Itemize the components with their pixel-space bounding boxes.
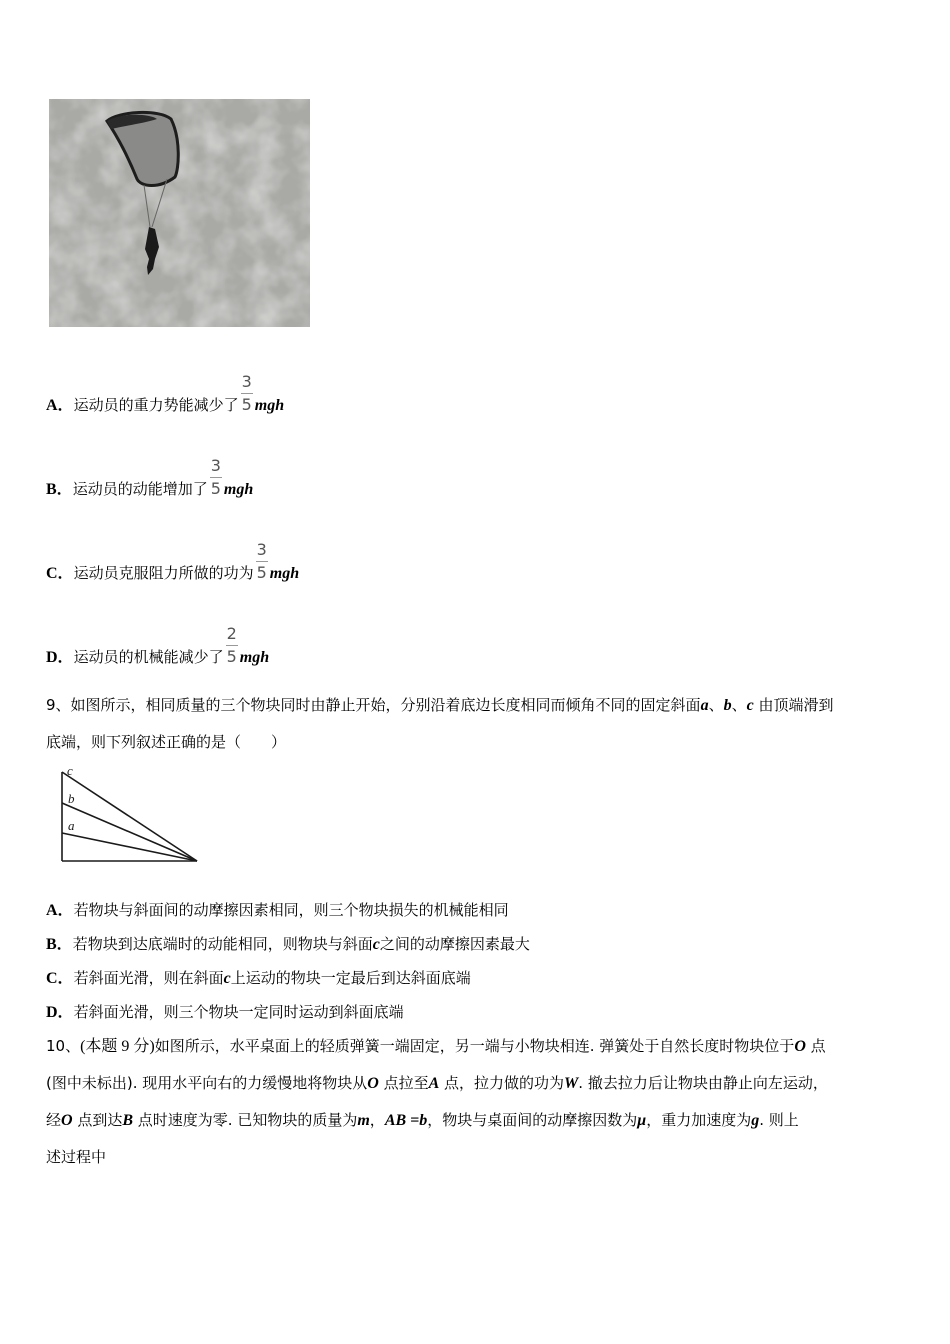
- option-text: 若物块与斜面间的动摩擦因素相同，则三个物块损失的机械能相同: [73, 901, 509, 919]
- point-o: O: [794, 1038, 806, 1055]
- q10-line3: [46, 1102, 916, 1139]
- point-o: O: [367, 1075, 379, 1092]
- stem-text: ，物块与桌面间的动摩擦因数为: [427, 1111, 638, 1129]
- fraction: [226, 625, 238, 666]
- stem-text: . 则上: [759, 1111, 799, 1129]
- numerator: 3: [256, 541, 268, 562]
- q9-option-d: [46, 1002, 404, 1023]
- label-b: b: [68, 791, 75, 806]
- denominator: 5: [210, 479, 221, 498]
- option-letter: D．: [46, 1004, 74, 1021]
- option-text: 运动员的重力势能减少了: [73, 396, 239, 414]
- incline-diagram-svg: [55, 762, 205, 867]
- stem-text: 点拉至: [378, 1074, 429, 1092]
- label-c: c: [67, 763, 73, 778]
- numerator: 3: [210, 457, 222, 478]
- numerator: 2: [226, 625, 238, 646]
- stem-text: 点，拉力做的功为: [439, 1074, 565, 1092]
- label-a: a: [68, 818, 75, 833]
- stem-text: ，重力加速度为: [646, 1111, 752, 1129]
- gravity-g: g: [751, 1112, 760, 1129]
- var-c: c: [746, 697, 754, 714]
- option-text: 运动员的机械能减少了: [73, 648, 224, 666]
- fraction: [210, 457, 222, 498]
- option-letter: B．: [46, 481, 73, 498]
- q10-line4: 述过程中: [46, 1148, 107, 1166]
- stem-text: ，: [369, 1111, 385, 1129]
- denominator: 5: [256, 563, 267, 582]
- option-text: 若斜面光滑，则在斜面: [73, 969, 224, 987]
- denominator: 5: [241, 395, 252, 414]
- q8-option-a: [46, 372, 285, 426]
- q9-stem-line1: [46, 687, 916, 724]
- option-text: 上运动的物块一定最后到达斜面底端: [230, 969, 471, 987]
- work-w: W: [564, 1075, 579, 1092]
- stem-text: 经: [46, 1111, 62, 1129]
- stem-text: 点时速度为零. 已知物块的质量为: [133, 1111, 358, 1129]
- var-a: a: [700, 697, 709, 714]
- var-c: c: [372, 936, 380, 953]
- stem-text: 由顶端滑到: [753, 696, 834, 714]
- point-b: B: [122, 1112, 134, 1129]
- stem-text: 点到达: [72, 1111, 123, 1129]
- option-text: 若物块到达底端时的动能相同，则物块与斜面: [72, 935, 373, 953]
- q10-line1: [46, 1028, 916, 1065]
- fraction: [256, 541, 268, 582]
- parachute-illustration: [49, 99, 310, 327]
- math-expr: mgh: [239, 649, 270, 666]
- point-a: A: [428, 1075, 440, 1092]
- option-text: 运动员的动能增加了: [72, 480, 208, 498]
- stem-text: 如图所示，相同质量的三个物块同时由静止开始，分别沿着底边长度相同而倾角不同的固定斜面: [70, 696, 701, 714]
- math-expr: mgh: [269, 565, 300, 582]
- stem-text: . 撤去拉力后让物块由静止向左运动，: [578, 1074, 828, 1092]
- friction-mu: μ: [637, 1112, 647, 1129]
- mass-m: m: [357, 1112, 370, 1129]
- option-letter: C．: [46, 970, 74, 987]
- option-letter: A．: [46, 902, 74, 919]
- option-letter: B．: [46, 936, 73, 953]
- q10-stem: [46, 1028, 916, 1176]
- q8-option-b: [46, 456, 254, 510]
- option-text: 若斜面光滑，则三个物块一定同时运动到斜面底端: [73, 1003, 404, 1021]
- numerator: 3: [241, 373, 253, 394]
- denominator: 5: [226, 647, 237, 666]
- math-expr: mgh: [254, 397, 285, 414]
- option-letter: C．: [46, 565, 74, 582]
- separator: 、: [731, 696, 747, 714]
- q9-option-a: [46, 900, 509, 921]
- option-letter: D．: [46, 649, 74, 666]
- separator: 、: [708, 696, 724, 714]
- incline-diagram: [55, 762, 205, 867]
- q9-option-c: [46, 968, 471, 989]
- paraglider-photo: [49, 99, 310, 327]
- q9-stem-line2: 底端，则下列叙述正确的是（ ）: [46, 733, 287, 751]
- q9-stem: [46, 687, 916, 761]
- option-text: 运动员克服阻力所做的功为: [73, 564, 254, 582]
- q10-line2: [46, 1065, 916, 1102]
- stem-text: 点: [805, 1037, 826, 1055]
- question-number: 9、: [46, 696, 71, 714]
- option-letter: A．: [46, 397, 74, 414]
- point-o: O: [61, 1112, 73, 1129]
- question-score: (本题 9 分): [80, 1038, 155, 1055]
- option-text: 之间的动摩擦因素最大: [379, 935, 530, 953]
- stem-text: 如图所示，水平桌面上的轻质弹簧一端固定，另一端与小物块相连. 弹簧处于自然长度时物块位于: [154, 1037, 795, 1055]
- q9-option-b: [46, 934, 530, 955]
- stem-text: (图中未标出). 现用水平向右的力缓慢地将物块从: [46, 1074, 368, 1092]
- q8-option-c: [46, 540, 300, 594]
- fraction: [241, 373, 253, 414]
- question-number: 10、: [46, 1037, 81, 1055]
- distance-ab: AB =b: [384, 1112, 428, 1129]
- var-c: c: [223, 970, 231, 987]
- var-b: b: [723, 697, 732, 714]
- q8-option-d: [46, 624, 270, 678]
- math-expr: mgh: [223, 481, 254, 498]
